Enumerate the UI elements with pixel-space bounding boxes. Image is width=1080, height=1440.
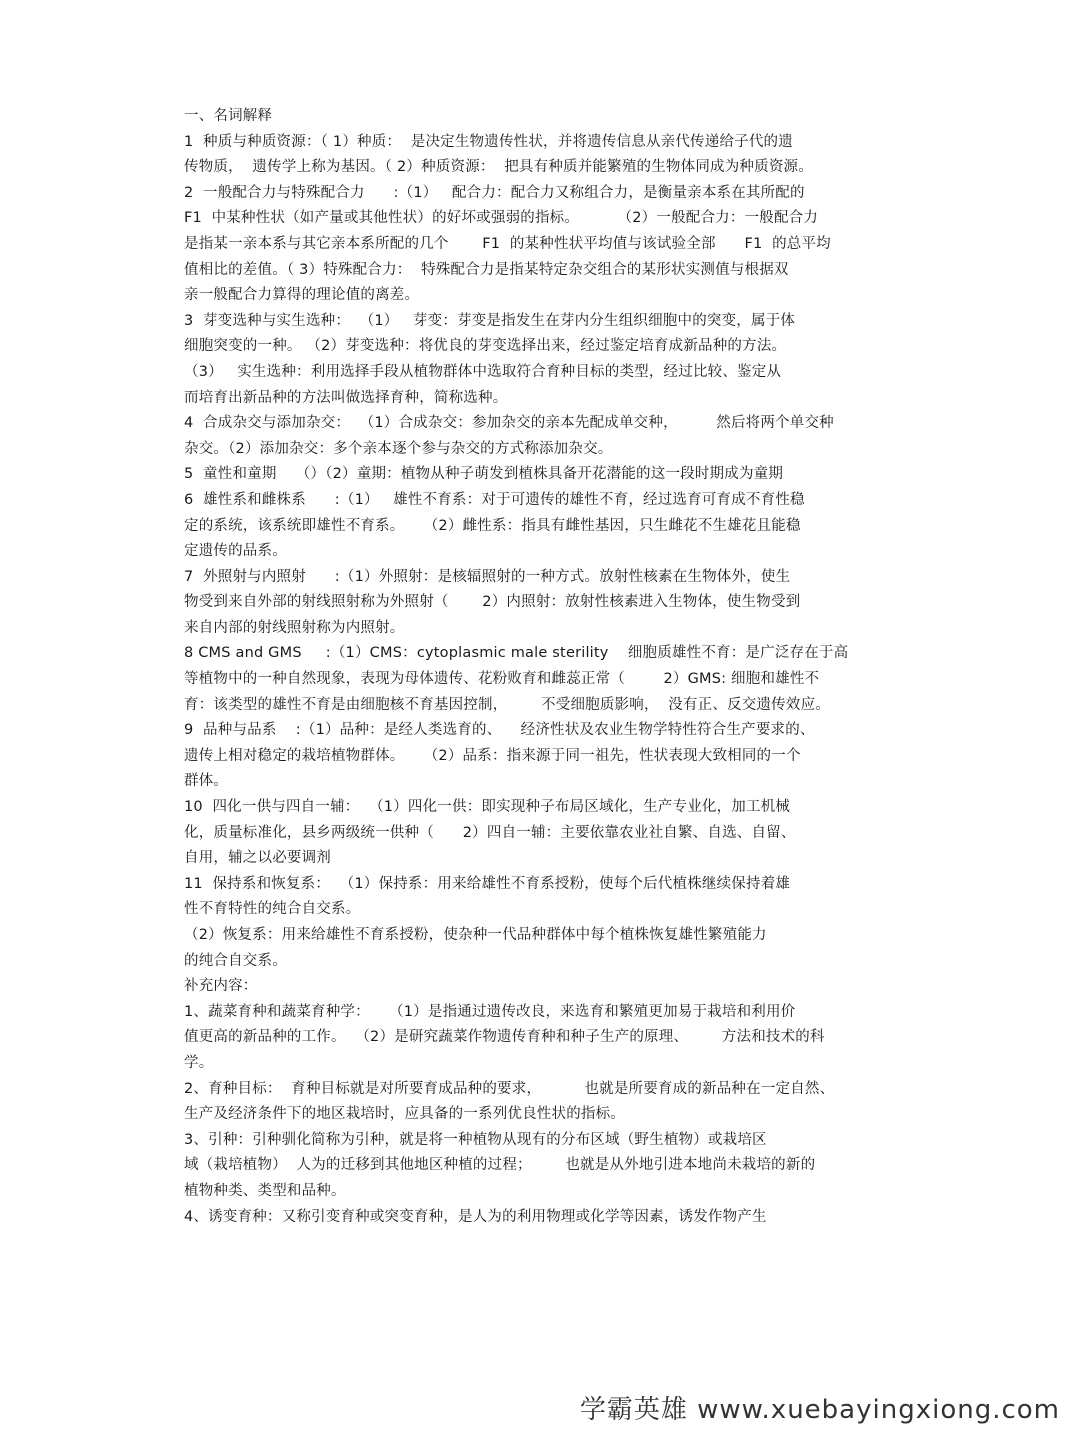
text-line: （3） 实生选种：利用选择手段从植物群体中选取符合育种目标的类型，经过比较、鉴定从 (184, 363, 782, 380)
text-line: 3、引种：引种驯化简称为引种，就是将一种植物从现有的分布区域（野生植物）或栽培区 (184, 1131, 767, 1148)
text-line: 1、蔬菜育种和蔬菜育种学： （1）是指通过遗传改良，来选育和繁殖更加易于栽培和利用价 (184, 1003, 796, 1020)
text-line: 域（栽培植物） 人为的迁移到其他地区种植的过程； 也就是从外地引进本地尚未栽培的新的 (184, 1157, 816, 1174)
section-heading: 一、名词解释 (184, 108, 273, 124)
text-line: 5 童性和童期 （）（2）童期：植物从种子萌发到植株具备开花潜能的这一段时期成为童期 (184, 466, 784, 483)
text-line: 而培育出新品种的方法叫做选择育种，简称选种。 (184, 389, 508, 406)
text-line: 亲一般配合力算得的理论值的离差。 (184, 287, 420, 304)
text-line: 自用，辅之以必要调剂 (184, 850, 331, 867)
text-line: 4 合成杂交与添加杂交： （1）合成杂交：参加杂交的亲本先配成单交种， 然后将两个单交种 (184, 415, 834, 432)
text-line: 化，质量标准化，县乡两级统一供种（ 2）四自一辅：主要依靠农业社自繁、自选、自留、 (184, 824, 796, 841)
text-line: 植物种类、类型和品种。 (184, 1182, 346, 1199)
text-line: 值更高的新品种的工作。 （2）是研究蔬菜作物遗传育种和种子生产的原理、 方法和技术的科 (184, 1029, 825, 1046)
text-line: 遗传上相对稳定的栽培植物群体。 （2）品系：指来源于同一祖先，性状表现大致相同的一个 (184, 747, 801, 764)
text-line: 群体。 (184, 773, 229, 790)
text-line: 细胞突变的一种。 （2）芽变选种：将优良的芽变选择出来，经过鉴定培育成新品种的方法。 (184, 338, 787, 355)
text-line: F1 中某种性状（如产量或其他性状）的好坏或强弱的指标。 （2）一般配合力：一般配合力 (184, 210, 819, 227)
text-line: 补充内容： (184, 978, 258, 995)
watermark: 学霸英雄 www.xuebayingxiong.com (579, 1395, 1060, 1425)
text-line: 等植物中的一种自然现象，表现为母体遗传、花粉败育和雌蕊正常（ 2）GMS: 细胞和雄性不 (184, 671, 820, 688)
text-line: 传物质， 遗传学上称为基因。（ 2）种质资源： 把具有种质并能繁殖的生物体同成为种质资源。 (184, 159, 813, 176)
text-line: 7 外照射与内照射 :（1）外照射：是核辐照射的一种方式。放射性核素在生物体外，使生 (184, 568, 791, 585)
text-line: 杂交。（2）添加杂交：多个亲本逐个参与杂交的方式称添加杂交。 (184, 440, 613, 457)
text-line: 学。 (184, 1054, 214, 1071)
text-line: 10 四化一供与四自一辅： （1）四化一供：即实现种子布局区域化，生产专业化，加工机械 (184, 799, 791, 816)
text-line: 11 保持系和恢复系： （1）保持系：用来给雄性不育系授粉，使每个后代植株继续保持着雄 (184, 875, 791, 892)
document-body (184, 104, 892, 1230)
text-line: 定的系统，该系统即雄性不育系。 （2）雌性系：指具有雌性基因，只生雌花不生雄花且能稳 (184, 517, 801, 534)
text-line: 的纯合自交系。 (184, 952, 287, 969)
text-line: 2 一般配合力与特殊配合力 :（1） 配合力：配合力又称组合力，是衡量亲本系在其所配的 (184, 184, 805, 201)
text-line: 9 品种与品系 :（1）品种：是经人类选育的、 经济性状及农业生物学特性符合生产要求的、 (184, 722, 815, 739)
text-line: 是指某一亲本系与其它亲本系所配的几个 F1 的某种性状平均值与该试验全部 F1 的总平均 (184, 235, 831, 252)
text-line: 4、诱变育种：又称引变育种或突变育种，是人为的利用物理或化学等因素，诱发作物产生 (184, 1208, 767, 1225)
text-line: 6 雄性系和雌株系 :（1） 雄性不育系：对于可遗传的雄性不育，经过选育可育成不育性稳 (184, 491, 805, 508)
text-line: （2）恢复系：用来给雄性不育系授粉，使杂种一代品种群体中每个植株恢复雄性繁殖能力 (184, 927, 767, 943)
text-line: 1 种质与种质资源：（ 1）种质： 是决定生物遗传性状，并将遗传信息从亲代传递给子代的遗 (184, 133, 793, 150)
text-line: 8 CMS and GMS :（1）CMS：cytoplasmic male sterility 细胞质雄性不育：是广泛存在于高 (184, 645, 849, 662)
text-line: 物受到来自外部的射线照射称为外照射（ 2）内照射：放射性核素进入生物体，使生物受到 (184, 594, 801, 611)
text-line: 值相比的差值。（ 3）特殊配合力： 特殊配合力是指某特定杂交组合的某形状实测值与根据双 (184, 261, 789, 278)
text-line: 定遗传的品系。 (184, 543, 287, 560)
text-line: 3 芽变选种与实生选种： （1） 芽变：芽变是指发生在芽内分生组织细胞中的突变，属于体 (184, 312, 796, 329)
text-line: 生产及经济条件下的地区栽培时，应具备的一系列优良性状的指标。 (184, 1106, 625, 1123)
text-line: 育：该类型的雄性不育是由细胞核不育基因控制， 不受细胞质影响， 没有正、反交遗传效应。 (184, 696, 830, 713)
text-line: 2、育种目标： 育种目标就是对所要育成品种的要求， 也就是所要育成的新品种在一定自然、 (184, 1080, 835, 1097)
text-line: 性不育特性的纯合自交系。 (184, 901, 361, 918)
text-line: 来自内部的射线照射称为内照射。 (184, 619, 405, 636)
